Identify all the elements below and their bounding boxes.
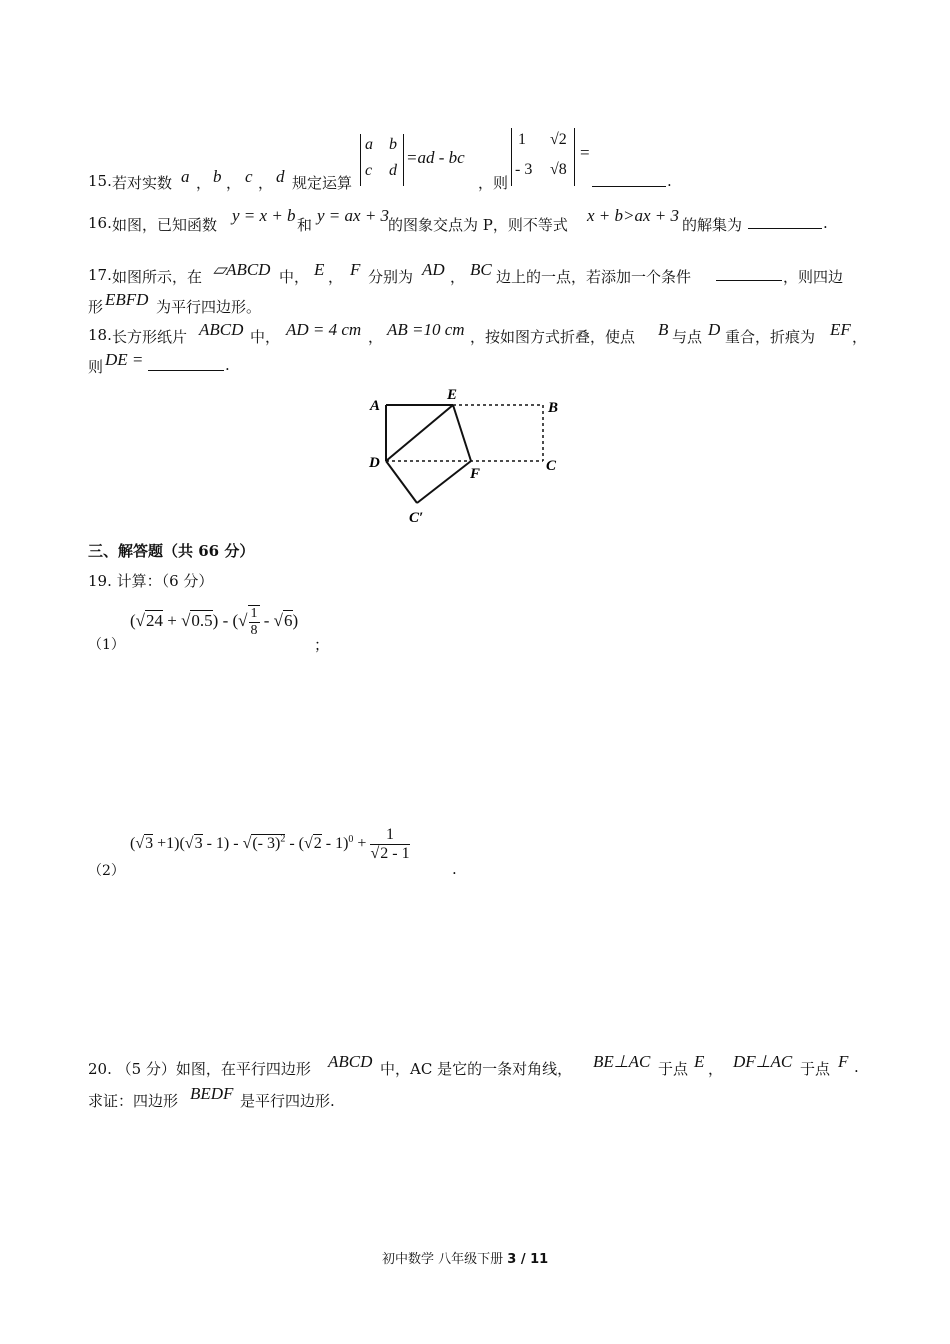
q15-text-3: ，则: [478, 174, 509, 192]
label-c-prime: C′: [409, 510, 424, 526]
edge-ef: [453, 405, 471, 461]
label-e: E: [447, 388, 458, 403]
q17-point-f: F: [350, 260, 361, 279]
footer-sep: /: [516, 1252, 531, 1267]
footer-title: 初中数学 八年级下册: [382, 1252, 508, 1267]
q17-text-1: 如图所示，在: [112, 268, 203, 286]
label-d: D: [369, 455, 380, 471]
q19-heading: 19. 计算：（6 分）: [88, 572, 214, 590]
q17-text-5: ，则四边: [783, 268, 844, 286]
q18-number: 18.: [88, 326, 112, 344]
q20-point-e: E: [694, 1052, 705, 1071]
q19-part-2-expression: (√3 +1)(√3 - 1) - √(- 3)$^2$ - (√2 - 1)$^0$ + $\frac{1}{√2 - 1}$: [130, 826, 410, 862]
det-d: d: [389, 162, 397, 179]
q17-answer-blank[interactable]: [716, 266, 782, 281]
edge-dc-prime: [386, 461, 417, 503]
q15-rhs: =ad - bc: [406, 148, 465, 167]
q17-sep-1: ，: [328, 268, 344, 286]
q19-part-2-end: .: [452, 860, 457, 878]
q15-end: .: [667, 172, 672, 190]
q20-be-perp: BE⊥AC: [593, 1052, 651, 1071]
q20-text-4: 于点: [800, 1060, 831, 1078]
det2-d: √8: [550, 161, 567, 178]
label-b: B: [548, 400, 559, 416]
label-f: F: [470, 466, 481, 482]
q17-segment-bc: BC: [470, 260, 492, 279]
q18-ad-length: AD = 4 cm: [286, 320, 362, 339]
q16-text-4: 的解集为: [682, 216, 743, 234]
q15-text-2: 规定运算: [292, 174, 353, 192]
q20-df-perp: DF⊥AC: [733, 1052, 793, 1071]
q15-var-c: c: [245, 167, 253, 186]
q18-sep: ，: [368, 328, 384, 346]
edge-c-prime-f: [417, 461, 471, 503]
q20-text-2: 中，AC 是它的一条对角线，: [380, 1060, 573, 1078]
q18-de-label: DE =: [105, 350, 144, 369]
q19-part-1-end: ；: [314, 636, 330, 654]
q20-line2-prefix: 求证：四边形: [88, 1092, 179, 1110]
q17-number: 17.: [88, 266, 112, 284]
q17-quadrilateral: EBFD: [105, 290, 149, 309]
q15-sep-3: ，: [258, 174, 274, 192]
q20-line2-suffix: 是平行四边形.: [240, 1092, 335, 1110]
q18-point-d: D: [708, 320, 721, 339]
q17-line2-prefix: 形: [88, 298, 104, 316]
q20-parallelogram: ABCD: [328, 1052, 373, 1071]
q15-sep-1: ，: [196, 174, 212, 192]
q18-text-2: 中，: [250, 328, 281, 346]
q18-rectangle: ABCD: [199, 320, 244, 339]
det2-c: - 3: [515, 161, 533, 178]
q18-text-1: 长方形纸片: [112, 328, 188, 346]
q17-text-2: 中，: [279, 268, 310, 286]
det-c: c: [365, 162, 373, 179]
q15-text-1: 若对实数: [112, 174, 173, 192]
q15-answer-blank[interactable]: [592, 172, 666, 187]
q18-text-5: 重合，折痕为: [725, 328, 816, 346]
q20-text-1: 20. （5 分）如图，在平行四边形: [88, 1060, 311, 1078]
q17-segment-ad: AD: [422, 260, 445, 279]
q20-end: .: [854, 1058, 859, 1076]
q16-function-1: y = x + b: [232, 206, 296, 225]
q18-point-b: B: [658, 320, 669, 339]
q17-text-4: 边上的一点，若添加一个条件: [496, 268, 692, 286]
edge-de: [386, 405, 453, 461]
q15-equals: =: [580, 143, 590, 162]
q15-determinant-value: [511, 128, 575, 186]
q16-text-2: 和: [297, 216, 313, 234]
det2-a: 1: [518, 131, 526, 148]
q19-part-2-label: （2）: [88, 863, 125, 879]
det2-b: √2: [550, 131, 567, 148]
q20-text-3: 于点: [658, 1060, 689, 1078]
q15-determinant-definition: [360, 134, 404, 186]
footer-total: 11: [530, 1252, 549, 1267]
q17-sep-2: ，: [450, 268, 466, 286]
q15-var-d: d: [276, 167, 285, 186]
section-3-title: 三、解答题（共 66 分）: [88, 542, 255, 560]
q20-point-f: F: [838, 1052, 849, 1071]
q19-part-1-expression: (√24 + √0.5) - (√ $\frac{1}{8}$ - √6): [130, 606, 299, 638]
q15-sep-2: ，: [226, 174, 242, 192]
q15-var-a: a: [181, 167, 190, 186]
q16-function-2: y = ax + 3: [317, 206, 390, 225]
q20-quadrilateral: BEDF: [190, 1084, 234, 1103]
q18-end: .: [225, 356, 230, 374]
q16-answer-blank[interactable]: [748, 214, 822, 229]
det-b: b: [389, 136, 397, 153]
q15-var-b: b: [213, 167, 222, 186]
q17-point-e: E: [314, 260, 325, 279]
det-a: a: [365, 136, 373, 153]
label-a: A: [370, 398, 381, 414]
q15-number: 15.: [88, 172, 112, 190]
q16-inequality: x + b>ax + 3: [587, 206, 680, 225]
q17-line2-suffix: 为平行四边形。: [156, 298, 262, 316]
q16-end: .: [823, 214, 828, 232]
q18-ab-length: AB =10 cm: [387, 320, 465, 339]
frac-one-eighth: $\frac{1}{8}$: [248, 605, 260, 639]
q17-text-3: 分别为: [368, 268, 414, 286]
q18-text-4: 与点: [672, 328, 703, 346]
q17-parallelogram: ▱ABCD: [213, 260, 271, 279]
q16-number: 16.: [88, 214, 112, 232]
q18-answer-blank[interactable]: [148, 356, 224, 371]
label-c: C: [546, 458, 557, 474]
q20-sep: ，: [708, 1060, 724, 1078]
footer-page: 3: [507, 1252, 517, 1267]
q18-line2-prefix: 则: [88, 358, 104, 376]
q18-text-3: ，按如图方式折叠，使点: [470, 328, 636, 346]
q18-text-6: ，: [852, 328, 868, 346]
fold-figure: [360, 388, 580, 528]
q16-text-3: 的图象交点为 P，则不等式: [388, 216, 568, 234]
q19-part-1-label: （1）: [88, 637, 125, 653]
frac-reciprocal: $\frac{1}{√2 - 1}$: [370, 826, 410, 862]
q16-text-1: 如图，已知函数: [112, 216, 218, 234]
q18-crease: EF: [830, 320, 851, 339]
page-footer: [382, 1248, 548, 1267]
